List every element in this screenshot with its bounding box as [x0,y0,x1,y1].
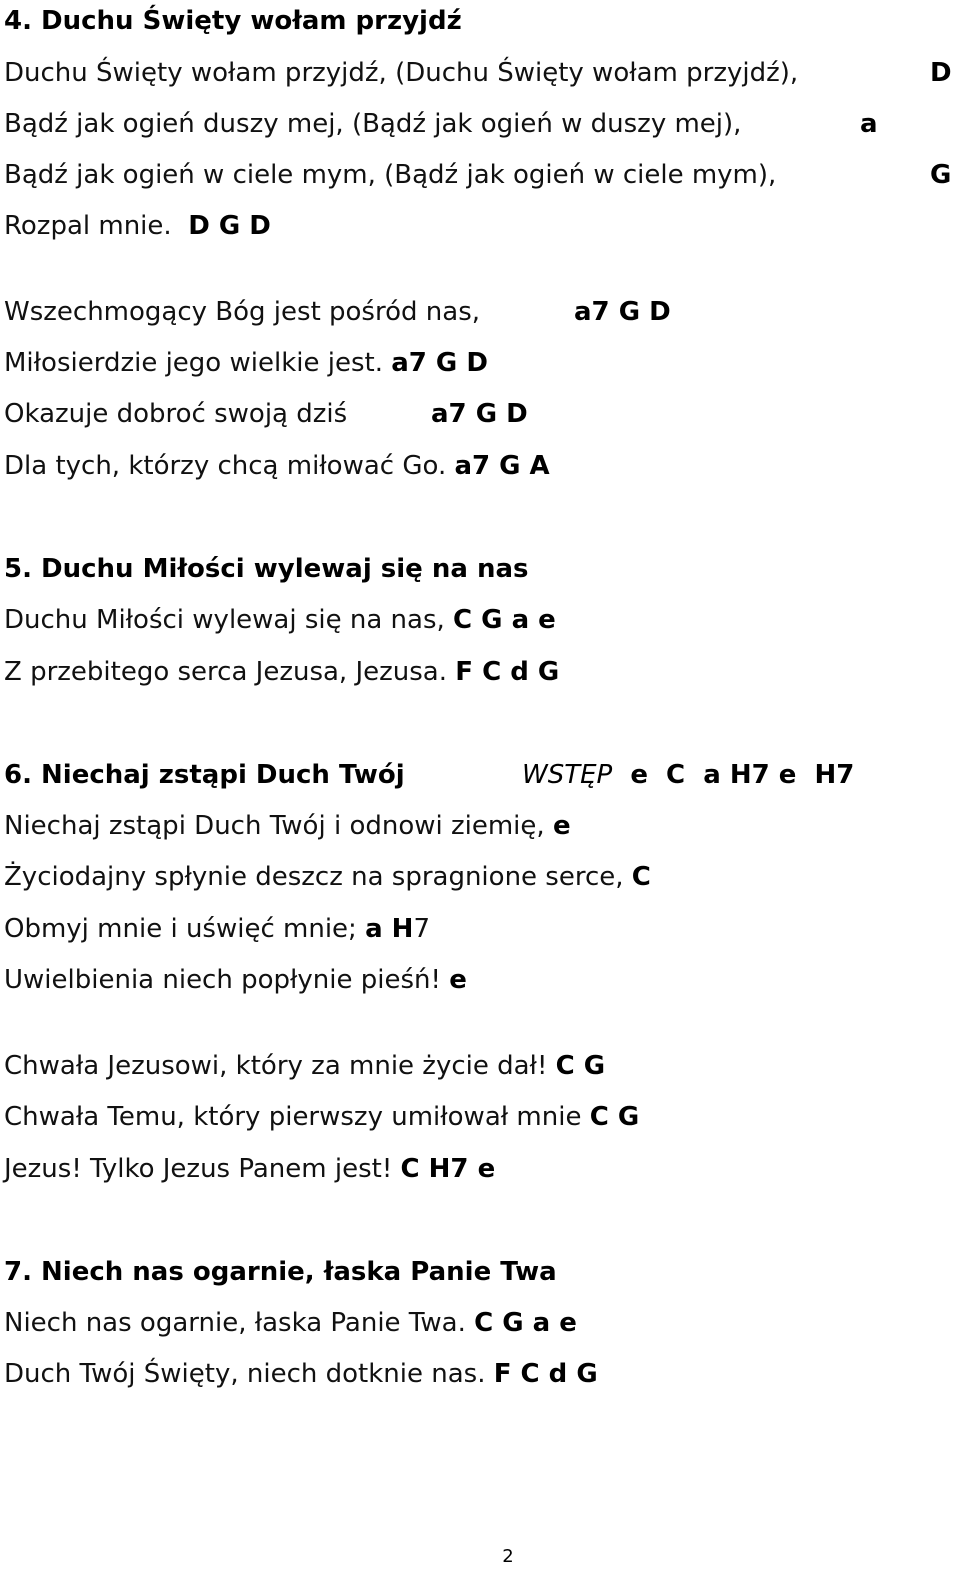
song-6-chorus-2 [4,1100,639,1134]
song-7-line-1 [4,1306,577,1340]
song-6-line-4 [4,963,467,997]
lyric: Życiodajny spłynie deszcz na spragnione serce, [4,862,624,892]
lyric: Niech nas ogarnie, łaska Panie Twa. [4,1308,466,1338]
lyric: Obmyj mnie i uświęć mnie; [4,914,357,944]
chord: C G [555,1051,606,1081]
song-6-line-3 [4,912,430,946]
lyric: Dla tych, którzy chcą miłować Go. [4,451,447,481]
lyric: Okazuje dobroć swoją dziś [4,399,348,429]
song-5-title: 5. Duchu Miłości wylewaj się na nas [4,554,529,584]
chord: e [552,811,571,841]
song-5-line-2 [4,655,559,689]
chord: a H [365,914,414,944]
lyric: Duchu Miłości wylewaj się na nas, [4,605,445,635]
song-6-title: 6. Niechaj zstąpi Duch Twój [4,760,405,790]
lyric: Wszechmogący Bóg jest pośród nas, [4,297,480,327]
chord: C H7 e [400,1154,496,1184]
lyric: Z przebitego serca Jezusa, Jezusa. [4,657,447,687]
chord: G [930,160,952,190]
song-4-refrain-2 [4,346,488,380]
song-7-line-2 [4,1357,598,1391]
chord: F C d G [455,657,560,687]
song-4-line-3 [4,158,776,192]
chord: C G [589,1102,640,1132]
intro [522,758,854,792]
lyric: Chwała Jezusowi, który za mnie życie dał! [4,1051,548,1081]
chord: a [860,109,878,139]
lyric: Miłosierdzie jego wielkie jest. [4,348,383,378]
chord: a7 G D [431,399,528,429]
song-4-line-2 [4,107,741,141]
song-4-line-4 [4,209,271,243]
song-6-line-1 [4,809,571,843]
lyric: Niechaj zstąpi Duch Twój i odnowi ziemię, [4,811,545,841]
chord: D G D [188,211,271,241]
song-4-refrain-4 [4,449,550,483]
intro-label: WSTĘP [522,760,613,790]
chord: C [631,862,651,892]
page-number: 2 [502,1546,514,1567]
lyric: Jezus! Tylko Jezus Panem jest! [4,1154,393,1184]
song-7-title: 7. Niech nas ogarnie, łaska Panie Twa [4,1257,557,1287]
lyric: Duch Twój Święty, niech dotknie nas. [4,1359,486,1389]
song-6-chorus-3 [4,1152,495,1186]
lyric: Duchu Święty wołam przyjdź, (Duchu Święty wołam przyjdź), [4,58,799,88]
chord: e C a H7 e H7 [630,760,855,790]
chord: a7 G A [454,451,550,481]
lyric: Bądź jak ogień w ciele mym, (Bądź jak ogień w ciele mym), [4,160,777,190]
song-4-refrain-1 [4,295,480,329]
song-5-line-1 [4,603,556,637]
song-6-chorus-1 [4,1049,605,1083]
chord: F C d G [493,1359,598,1389]
lyric: Bądź jak ogień duszy mej, (Bądź jak ogień w duszy mej), [4,109,742,139]
song-4-refrain-3 [4,397,347,431]
song-4-title: 4. Duchu Święty wołam przyjdź [4,6,462,36]
chord: C G a e [474,1308,577,1338]
chord: D [930,58,952,88]
chord: C G a e [453,605,556,635]
chord: a7 G D [574,297,671,327]
lyric: Uwielbienia niech popłynie pieśń! [4,965,441,995]
chord: a7 G D [391,348,488,378]
song-6-line-2 [4,860,651,894]
lyric: Chwała Temu, który pierwszy umiłował mnie [4,1102,582,1132]
song-4-line-1 [4,56,798,90]
chord-suffix: 7 [413,914,430,944]
chord: e [449,965,467,995]
lyric: Rozpal mnie. [4,211,172,241]
